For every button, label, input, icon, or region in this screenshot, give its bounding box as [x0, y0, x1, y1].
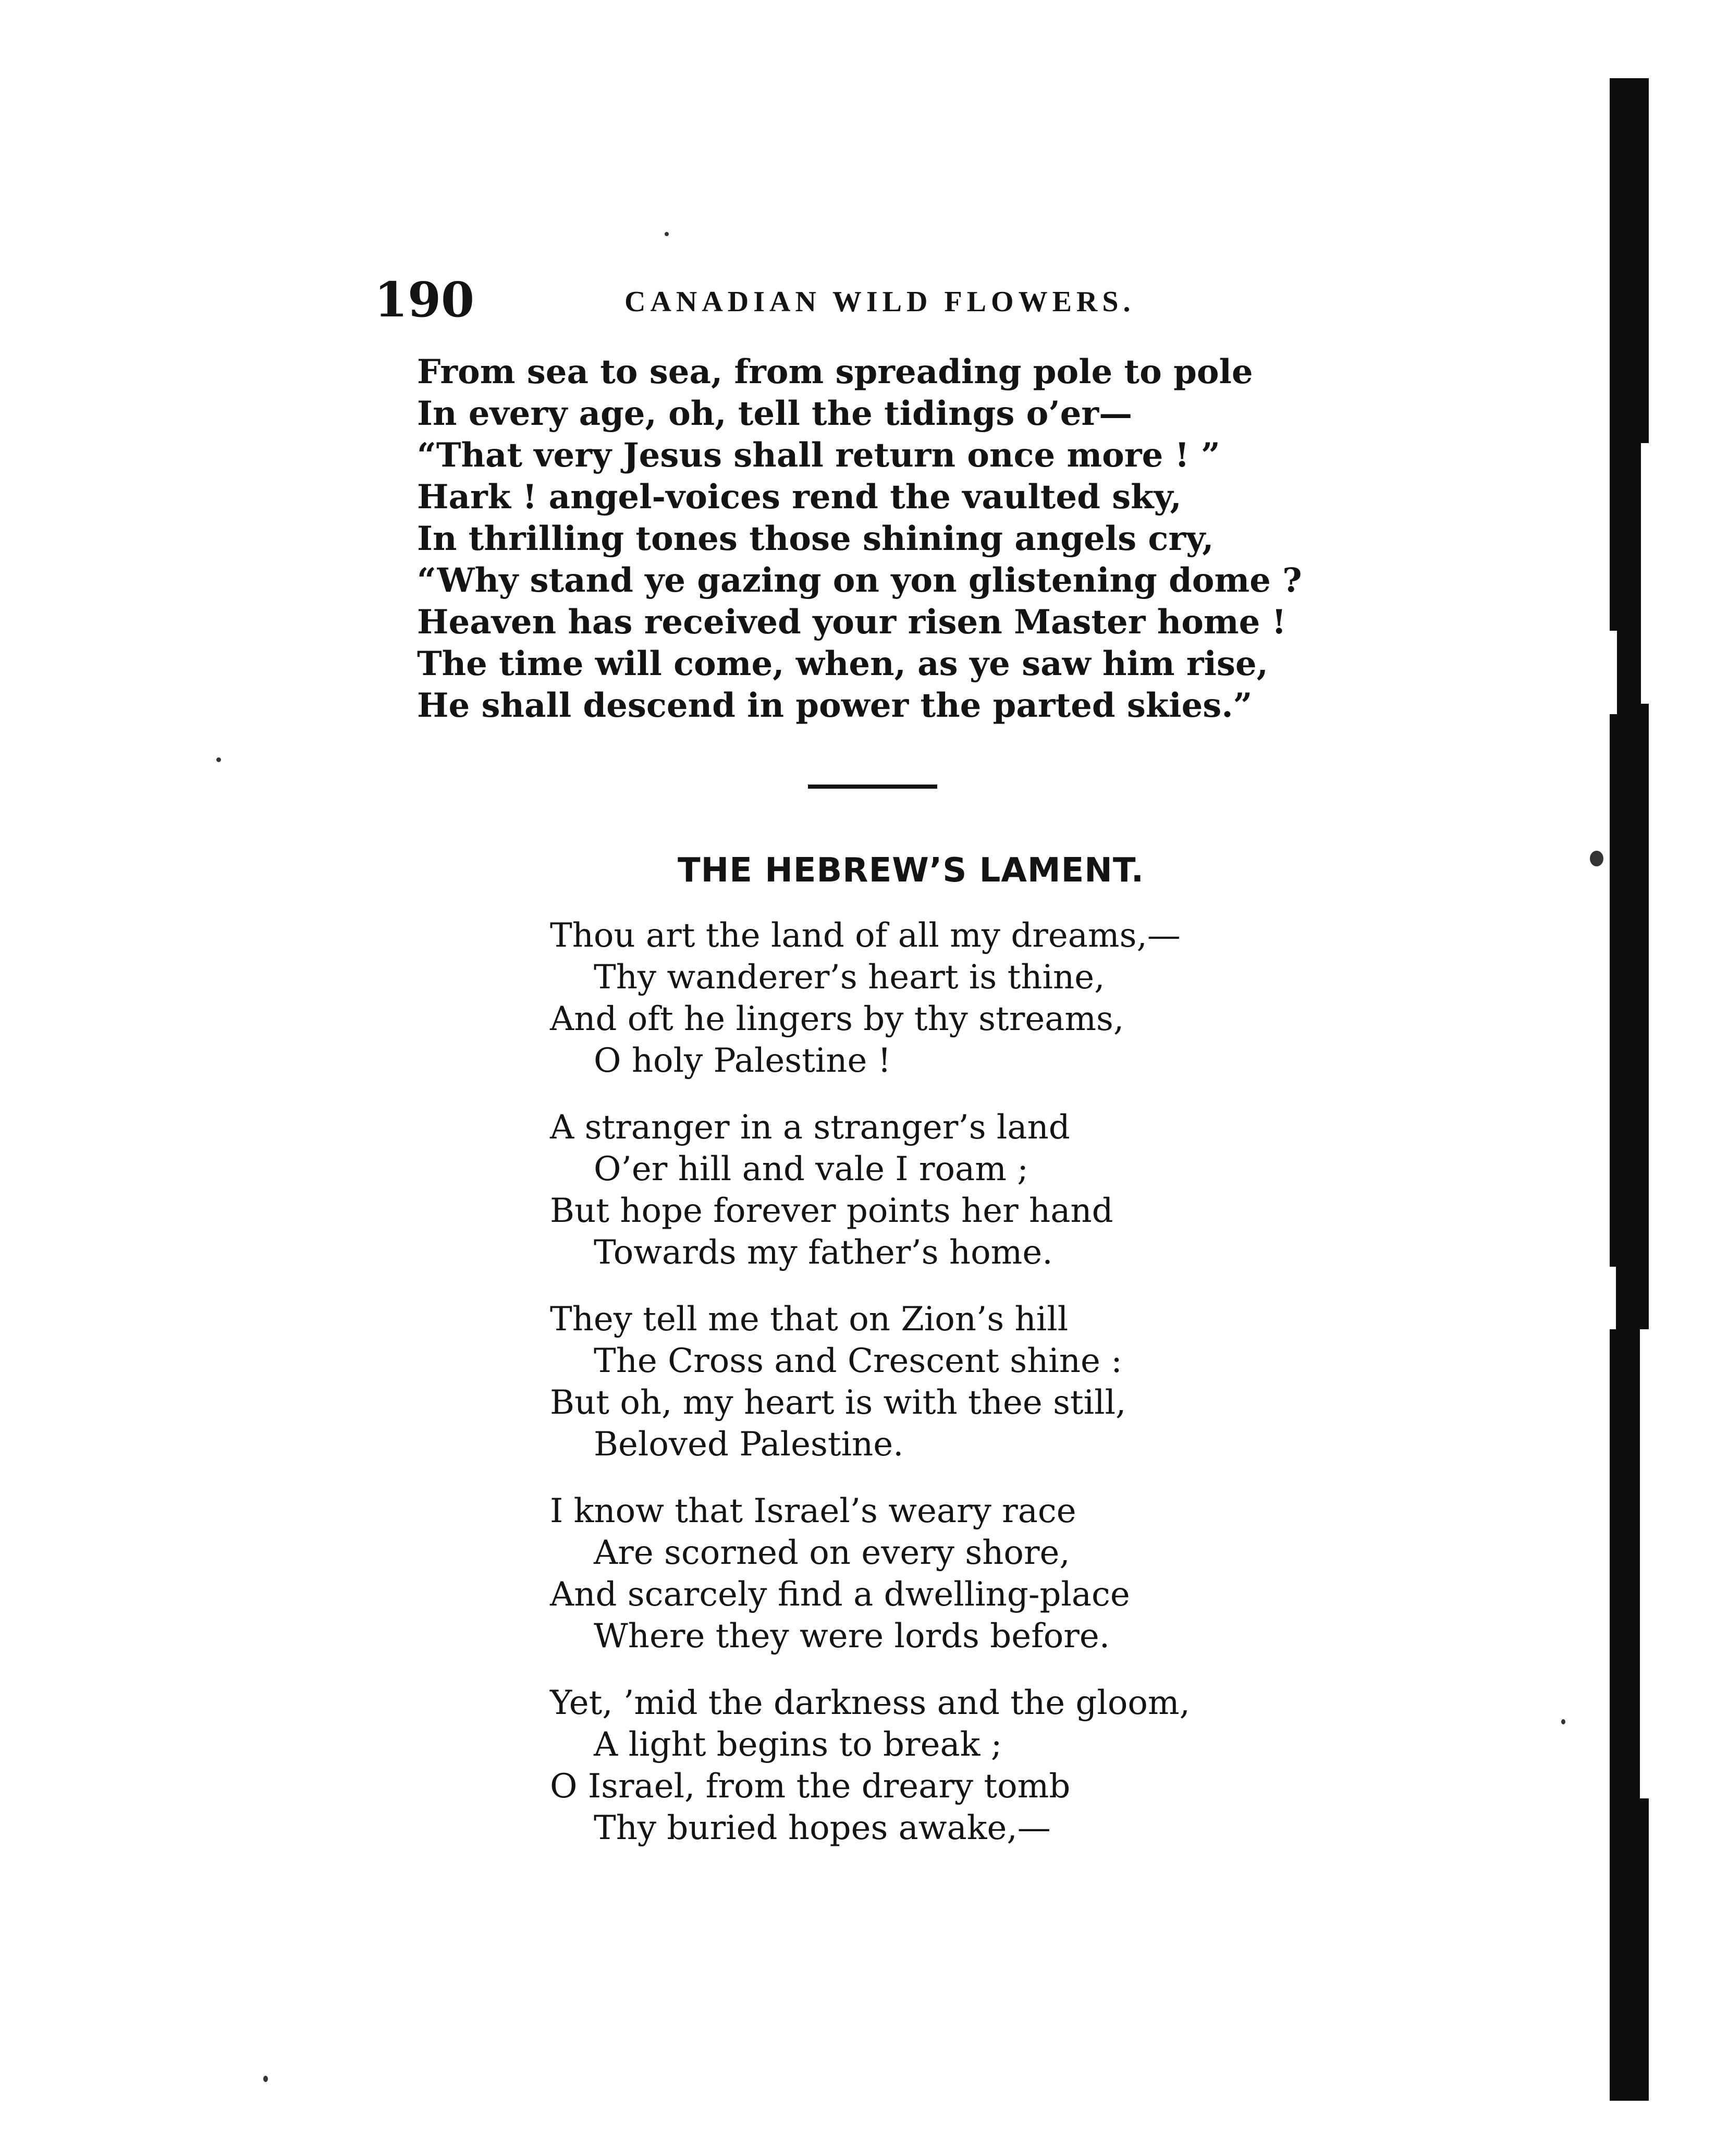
- poem-line: Beloved Palestine.: [594, 1425, 904, 1464]
- poem-line: “That very Jesus shall return once more ! ”: [417, 436, 1220, 475]
- poem-line: Are scorned on every shore,: [594, 1534, 1070, 1572]
- poem-line: O Israel, from the dreary tomb: [550, 1767, 1071, 1806]
- continued-poem: [417, 351, 1407, 727]
- poem-body: [550, 915, 1332, 1874]
- poem-line: In thrilling tones those shining angels cry,: [417, 519, 1214, 558]
- stanza: [550, 1298, 1332, 1465]
- poem-line: But oh, my heart is with thee still,: [550, 1383, 1126, 1422]
- ink-speck: [1590, 851, 1603, 866]
- poem-line: They tell me that on Zion’s hill: [550, 1300, 1069, 1339]
- poem-title: THE HEBREW’S LAMENT.: [678, 851, 1145, 890]
- poem-line: Thy buried hopes awake,—: [594, 1809, 1051, 1847]
- poem-line: O’er hill and vale I roam ;: [594, 1150, 1028, 1189]
- ink-speck: [216, 757, 221, 762]
- running-title: CANADIAN WILD FLOWERS.: [624, 286, 1135, 318]
- poem-line: Thou art the land of all my dreams,—: [550, 916, 1181, 955]
- ink-speck: [263, 2076, 268, 2082]
- poem-line: A light begins to break ;: [594, 1725, 1002, 1764]
- poem-line: He shall descend in power the parted skies.”: [417, 686, 1253, 725]
- poem-line: O holy Palestine !: [594, 1042, 891, 1080]
- binding-notch: [1610, 1267, 1616, 1329]
- poem-line: Yet, ’mid the darkness and the gloom,: [550, 1684, 1190, 1722]
- poem-line: The Cross and Crescent shine :: [594, 1342, 1122, 1380]
- stanza: [550, 915, 1332, 1082]
- stanza: [550, 1490, 1332, 1657]
- poem-line: The time will come, when, as ye saw him rise,: [417, 644, 1268, 683]
- poem-line: But hope forever points her hand: [550, 1192, 1113, 1230]
- page-header: [374, 271, 1479, 328]
- poem-line: A stranger in a stranger’s land: [550, 1108, 1070, 1147]
- poem-line: Where they were lords before.: [594, 1617, 1110, 1656]
- ink-speck: [665, 232, 669, 236]
- binding-notch: [1610, 631, 1617, 714]
- poem-line: From sea to sea, from spreading pole to pole: [417, 352, 1253, 391]
- poem-line: Towards my father’s home.: [594, 1233, 1053, 1272]
- binding-notch: [1641, 443, 1649, 704]
- poem-line: And oft he lingers by thy streams,: [550, 1000, 1124, 1038]
- poem-line: And scarcely find a dwelling-place: [550, 1575, 1130, 1614]
- poem-line: I know that Israel’s weary race: [550, 1492, 1076, 1530]
- page-number: 190: [374, 272, 475, 328]
- poem-line: In every age, oh, tell the tidings o’er—: [417, 394, 1133, 433]
- stanza: [550, 1682, 1332, 1849]
- poem-line: Hark ! angel-voices rend the vaulted sky,: [417, 477, 1182, 517]
- poem-line: Thy wanderer’s heart is thine,: [594, 958, 1105, 997]
- ink-speck: [1561, 1719, 1565, 1724]
- section-divider: [808, 785, 937, 789]
- binding-edge: [1610, 78, 1649, 2101]
- poem-line: Heaven has received your risen Master home !: [417, 603, 1286, 642]
- stanza: [550, 1107, 1332, 1273]
- binding-notch: [1640, 1329, 1649, 1798]
- poem-line: “Why stand ye gazing on yon glistening dome ?: [417, 561, 1302, 600]
